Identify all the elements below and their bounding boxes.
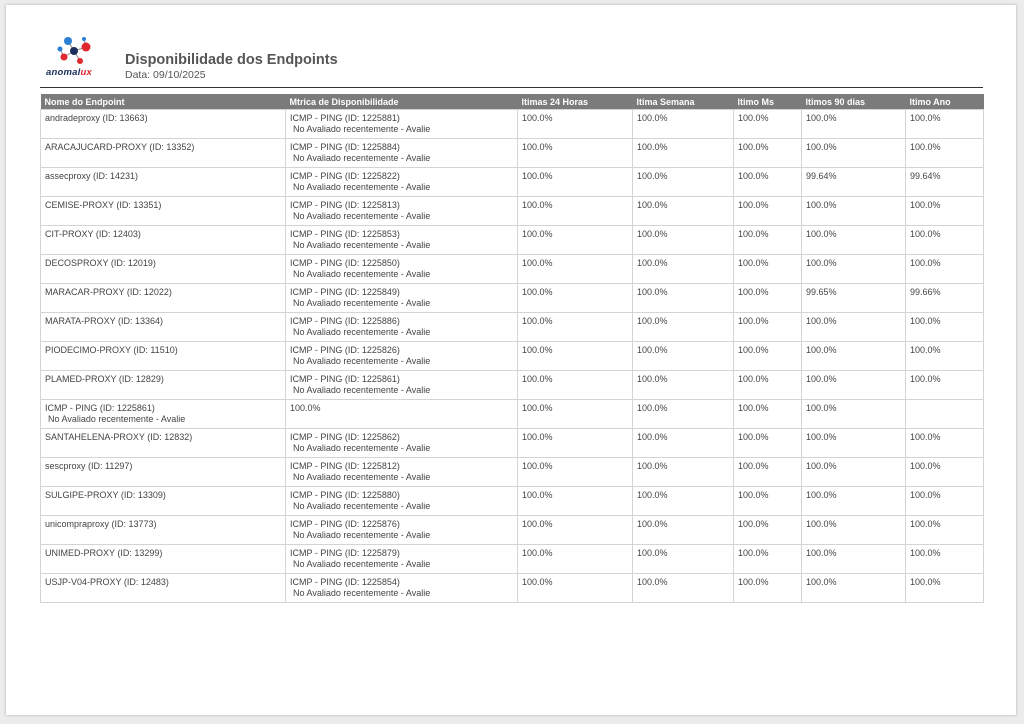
cell-year: 100.0% [906, 226, 984, 255]
table-row [41, 284, 984, 313]
metric-status-note: No Avaliado recentemente - Avalie [293, 443, 431, 453]
cell-month: 100.0% [734, 429, 802, 458]
cell-24h: 100.0% [518, 284, 633, 313]
cell-month: 100.0% [734, 226, 802, 255]
cell-week: 100.0% [633, 574, 734, 603]
cell-90days: 100.0% [802, 487, 906, 516]
company-logo [46, 35, 104, 83]
metric-name: ICMP - PING (ID: 1225854) [290, 577, 400, 587]
metric-name: ICMP - PING (ID: 1225879) [290, 548, 400, 558]
metric-status-note: No Avaliado recentemente - Avalie [293, 153, 431, 163]
metric-status-note: No Avaliado recentemente - Avalie [293, 211, 431, 221]
cell-endpoint-name [41, 400, 286, 429]
cell-year [906, 400, 984, 429]
cell-endpoint-name [41, 313, 286, 342]
cell-metric [286, 371, 518, 400]
cell-24h: 100.0% [518, 313, 633, 342]
cell-year: 100.0% [906, 139, 984, 168]
cell-year: 99.66% [906, 284, 984, 313]
metric-status-note: No Avaliado recentemente - Avalie [293, 269, 431, 279]
cell-endpoint-name [41, 458, 286, 487]
metric-status-note: No Avaliado recentemente - Avalie [293, 240, 431, 250]
metric-name: ICMP - PING (ID: 1225822) [290, 171, 400, 181]
cell-endpoint-name [41, 342, 286, 371]
cell-endpoint-name [41, 197, 286, 226]
cell-90days: 100.0% [802, 342, 906, 371]
table-header-row [41, 94, 984, 110]
cell-metric [286, 429, 518, 458]
cell-week: 100.0% [633, 487, 734, 516]
endpoint-name: SANTAHELENA-PROXY (ID: 12832) [45, 432, 193, 442]
cell-endpoint-name [41, 371, 286, 400]
metric-name: ICMP - PING (ID: 1225853) [290, 229, 400, 239]
cell-month: 100.0% [734, 545, 802, 574]
cell-90days: 100.0% [802, 313, 906, 342]
cell-year: 100.0% [906, 516, 984, 545]
metric-status-note: No Avaliado recentemente - Avalie [293, 124, 431, 134]
cell-week: 100.0% [633, 139, 734, 168]
metric-name: ICMP - PING (ID: 1225849) [290, 287, 400, 297]
endpoint-name: USJP-V04-PROXY (ID: 12483) [45, 577, 169, 587]
cell-90days: 99.64% [802, 168, 906, 197]
cell-metric [286, 313, 518, 342]
column-header-month: ltimo Ms [734, 94, 802, 110]
column-header-year: ltimo Ano [906, 94, 984, 110]
cell-month: 100.0% [734, 255, 802, 284]
cell-90days: 100.0% [802, 545, 906, 574]
cell-week: 100.0% [633, 255, 734, 284]
endpoint-name: andradeproxy (ID: 13663) [45, 113, 148, 123]
cell-year: 100.0% [906, 574, 984, 603]
endpoint-name: assecproxy (ID: 14231) [45, 171, 139, 181]
metric-status-note: No Avaliado recentemente - Avalie [293, 501, 431, 511]
cell-endpoint-name [41, 574, 286, 603]
cell-month: 100.0% [734, 342, 802, 371]
metric-status-note: No Avaliado recentemente - Avalie [293, 472, 431, 482]
metric-name: ICMP - PING (ID: 1225876) [290, 519, 400, 529]
cell-24h: 100.0% [518, 574, 633, 603]
cell-metric [286, 516, 518, 545]
cell-24h: 100.0% [518, 400, 633, 429]
availability-table [40, 94, 984, 603]
table-row [41, 226, 984, 255]
cell-90days: 100.0% [802, 226, 906, 255]
column-header-endpoint: Nome do Endpoint [41, 94, 286, 110]
cell-month: 100.0% [734, 458, 802, 487]
table-row [41, 139, 984, 168]
cell-endpoint-name [41, 516, 286, 545]
cell-month: 100.0% [734, 139, 802, 168]
cell-metric [286, 197, 518, 226]
metric-name: ICMP - PING (ID: 1225813) [290, 200, 400, 210]
table-row [41, 400, 984, 429]
column-header-week: ltima Semana [633, 94, 734, 110]
cell-metric [286, 255, 518, 284]
cell-24h: 100.0% [518, 342, 633, 371]
table-row [41, 487, 984, 516]
cell-week: 100.0% [633, 342, 734, 371]
cell-metric [286, 139, 518, 168]
table-row [41, 110, 984, 139]
cell-week: 100.0% [633, 284, 734, 313]
cell-90days: 100.0% [802, 255, 906, 284]
endpoint-name: ARACAJUCARD-PROXY (ID: 13352) [45, 142, 195, 152]
cell-month: 100.0% [734, 313, 802, 342]
endpoint-name: PLAMED-PROXY (ID: 12829) [45, 374, 164, 384]
metric-status-note: No Avaliado recentemente - Avalie [293, 559, 431, 569]
cell-metric [286, 168, 518, 197]
cell-year: 100.0% [906, 255, 984, 284]
table-row [41, 197, 984, 226]
table-row [41, 255, 984, 284]
endpoint-name: PIODECIMO-PROXY (ID: 11510) [45, 345, 178, 355]
metric-status-note: No Avaliado recentemente - Avalie [293, 327, 431, 337]
cell-endpoint-name [41, 110, 286, 139]
endpoint-name: CEMISE-PROXY (ID: 13351) [45, 200, 162, 210]
cell-endpoint-name [41, 284, 286, 313]
cell-24h: 100.0% [518, 139, 633, 168]
cell-week: 100.0% [633, 110, 734, 139]
cell-24h: 100.0% [518, 458, 633, 487]
endpoint-name: UNIMED-PROXY (ID: 13299) [45, 548, 163, 558]
metric-name: ICMP - PING (ID: 1225880) [290, 490, 400, 500]
cell-24h: 100.0% [518, 110, 633, 139]
cell-year: 100.0% [906, 313, 984, 342]
endpoint-name: sescproxy (ID: 11297) [45, 461, 133, 471]
cell-week: 100.0% [633, 168, 734, 197]
cell-24h: 100.0% [518, 197, 633, 226]
cell-year: 100.0% [906, 487, 984, 516]
cell-month: 100.0% [734, 284, 802, 313]
cell-week: 100.0% [633, 197, 734, 226]
cell-month: 100.0% [734, 574, 802, 603]
cell-24h: 100.0% [518, 429, 633, 458]
cell-endpoint-name [41, 545, 286, 574]
cell-week: 100.0% [633, 458, 734, 487]
endpoint-status-note: No Avaliado recentemente - Avalie [48, 414, 186, 424]
metric-name: ICMP - PING (ID: 1225826) [290, 345, 400, 355]
endpoint-name: MARATA-PROXY (ID: 13364) [45, 316, 164, 326]
cell-week: 100.0% [633, 516, 734, 545]
cell-year: 100.0% [906, 429, 984, 458]
table-row [41, 574, 984, 603]
cell-month: 100.0% [734, 516, 802, 545]
cell-90days: 100.0% [802, 139, 906, 168]
cell-month: 100.0% [734, 400, 802, 429]
table-row [41, 516, 984, 545]
metric-name: ICMP - PING (ID: 1225881) [290, 113, 400, 123]
column-header-90days: ltimos 90 dias [802, 94, 906, 110]
cell-week: 100.0% [633, 226, 734, 255]
cell-24h: 100.0% [518, 168, 633, 197]
cell-metric [286, 284, 518, 313]
metric-name: ICMP - PING (ID: 1225862) [290, 432, 400, 442]
cell-24h: 100.0% [518, 487, 633, 516]
table-row [41, 458, 984, 487]
endpoint-name: DECOSPROXY (ID: 12019) [45, 258, 156, 268]
cell-90days: 100.0% [802, 110, 906, 139]
cell-90days: 100.0% [802, 458, 906, 487]
table-row [41, 429, 984, 458]
cell-metric [286, 110, 518, 139]
metric-status-note: No Avaliado recentemente - Avalie [293, 588, 431, 598]
cell-24h: 100.0% [518, 226, 633, 255]
cell-month: 100.0% [734, 371, 802, 400]
cell-metric [286, 400, 518, 429]
report-title: Disponibilidade dos Endpoints [125, 52, 338, 68]
metric-name: 100.0% [290, 403, 321, 413]
network-logo-icon [56, 35, 92, 67]
cell-year: 100.0% [906, 371, 984, 400]
cell-endpoint-name [41, 429, 286, 458]
endpoint-name: SULGIPE-PROXY (ID: 13309) [45, 490, 166, 500]
cell-90days: 100.0% [802, 516, 906, 545]
cell-year: 99.64% [906, 168, 984, 197]
cell-metric [286, 574, 518, 603]
cell-24h: 100.0% [518, 545, 633, 574]
header-divider [40, 87, 983, 88]
metric-name: ICMP - PING (ID: 1225812) [290, 461, 400, 471]
cell-metric [286, 226, 518, 255]
cell-24h: 100.0% [518, 255, 633, 284]
cell-90days: 100.0% [802, 574, 906, 603]
cell-metric [286, 342, 518, 371]
cell-year: 100.0% [906, 342, 984, 371]
metric-status-note: No Avaliado recentemente - Avalie [293, 356, 431, 366]
table-row [41, 313, 984, 342]
cell-endpoint-name [41, 226, 286, 255]
cell-month: 100.0% [734, 197, 802, 226]
metric-status-note: No Avaliado recentemente - Avalie [293, 530, 431, 540]
column-header-metric: Mtrica de Disponibilidade [286, 94, 518, 110]
cell-90days: 99.65% [802, 284, 906, 313]
endpoint-name: MARACAR-PROXY (ID: 12022) [45, 287, 172, 297]
table-row [41, 168, 984, 197]
cell-90days: 100.0% [802, 429, 906, 458]
cell-endpoint-name [41, 168, 286, 197]
cell-week: 100.0% [633, 313, 734, 342]
metric-name: ICMP - PING (ID: 1225850) [290, 258, 400, 268]
logo-wordmark: anomalux [46, 67, 92, 78]
report-date: Data: 09/10/2025 [125, 69, 206, 81]
table-row [41, 371, 984, 400]
cell-month: 100.0% [734, 110, 802, 139]
cell-24h: 100.0% [518, 371, 633, 400]
cell-endpoint-name [41, 255, 286, 284]
cell-year: 100.0% [906, 545, 984, 574]
cell-year: 100.0% [906, 197, 984, 226]
cell-metric [286, 458, 518, 487]
table-row [41, 342, 984, 371]
metric-name: ICMP - PING (ID: 1225884) [290, 142, 400, 152]
metric-status-note: No Avaliado recentemente - Avalie [293, 182, 431, 192]
metric-status-note: No Avaliado recentemente - Avalie [293, 385, 431, 395]
cell-year: 100.0% [906, 110, 984, 139]
metric-status-note: No Avaliado recentemente - Avalie [293, 298, 431, 308]
cell-endpoint-name [41, 139, 286, 168]
cell-week: 100.0% [633, 400, 734, 429]
endpoint-name: CIT-PROXY (ID: 12403) [45, 229, 141, 239]
cell-metric [286, 545, 518, 574]
cell-90days: 100.0% [802, 197, 906, 226]
endpoint-name: unicompraproxy (ID: 13773) [45, 519, 157, 529]
cell-metric [286, 487, 518, 516]
endpoint-name: ICMP - PING (ID: 1225861) [45, 403, 155, 413]
cell-year: 100.0% [906, 458, 984, 487]
metric-name: ICMP - PING (ID: 1225861) [290, 374, 400, 384]
cell-24h: 100.0% [518, 516, 633, 545]
cell-week: 100.0% [633, 545, 734, 574]
column-header-24h: ltimas 24 Horas [518, 94, 633, 110]
report-page [6, 5, 1016, 715]
cell-month: 100.0% [734, 487, 802, 516]
cell-endpoint-name [41, 487, 286, 516]
cell-week: 100.0% [633, 429, 734, 458]
cell-week: 100.0% [633, 371, 734, 400]
cell-90days: 100.0% [802, 371, 906, 400]
cell-90days: 100.0% [802, 400, 906, 429]
metric-name: ICMP - PING (ID: 1225886) [290, 316, 400, 326]
cell-month: 100.0% [734, 168, 802, 197]
table-row [41, 545, 984, 574]
